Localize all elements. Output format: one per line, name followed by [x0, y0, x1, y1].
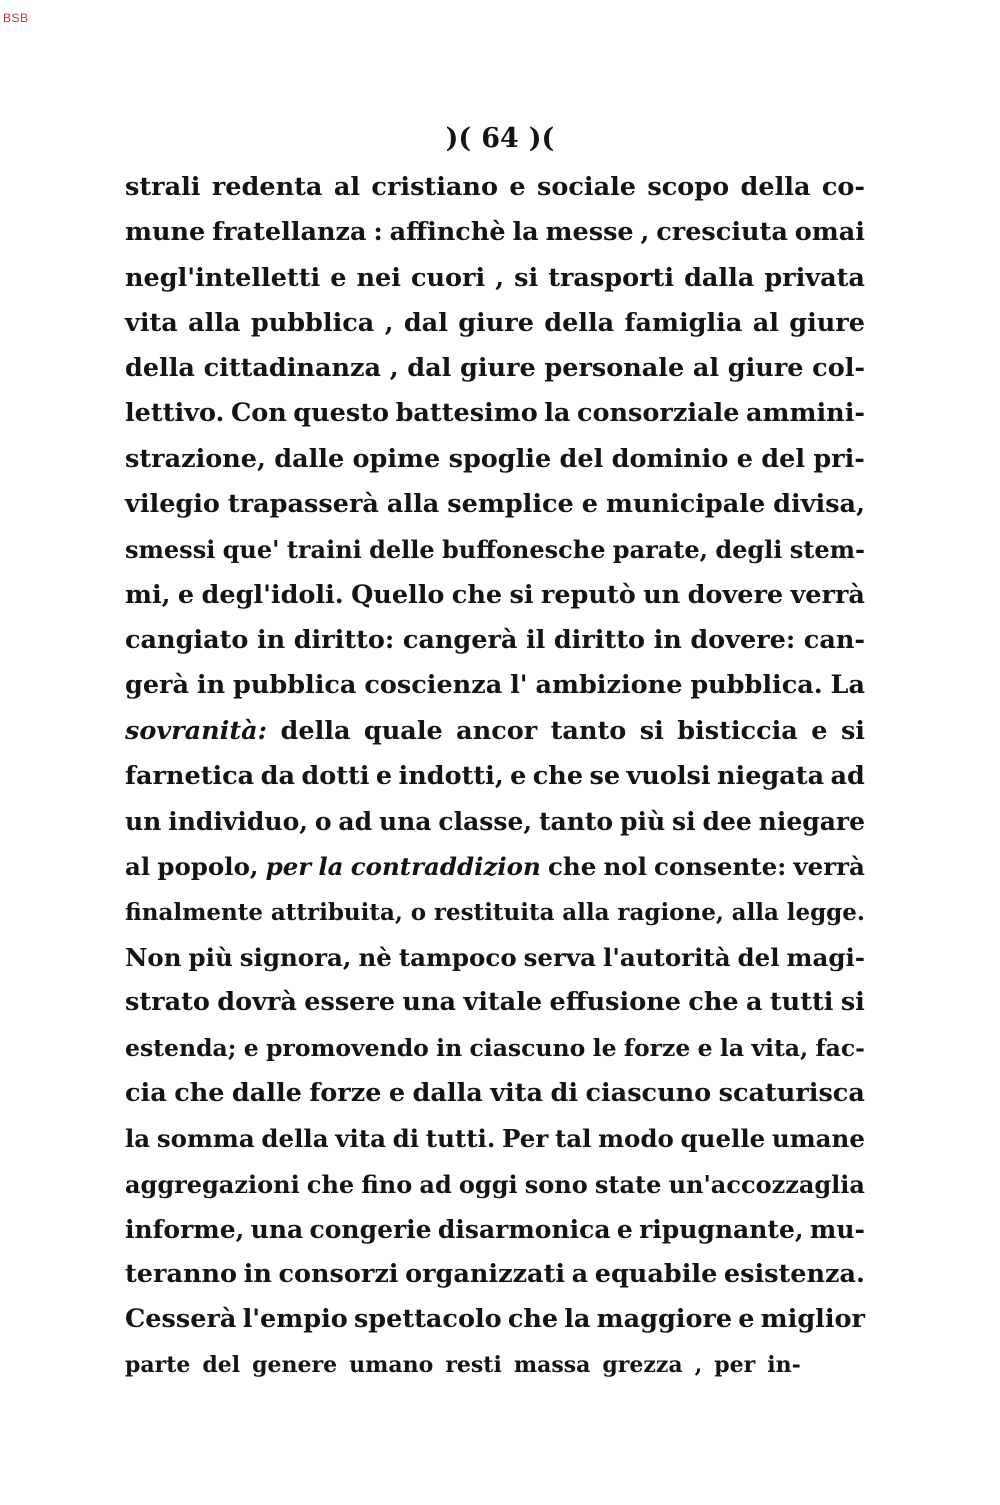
word: ripugnante, — [639, 1214, 804, 1244]
word: giure — [727, 353, 804, 384]
text-line — [125, 618, 865, 663]
word: omai — [794, 217, 865, 248]
word: giure — [458, 307, 534, 338]
word: della — [544, 307, 615, 338]
word: fino — [361, 1169, 413, 1199]
word: parate, — [612, 535, 709, 565]
word: alla — [731, 898, 779, 926]
word: più — [619, 807, 666, 837]
word: disarmonica — [437, 1214, 611, 1244]
word: vuolsi — [626, 760, 711, 791]
word: famiglia — [624, 307, 743, 338]
word: somma — [156, 1124, 255, 1154]
word: gerà — [125, 670, 190, 701]
text-line — [125, 1071, 865, 1116]
text-line — [125, 391, 865, 436]
word: diritto: — [293, 624, 395, 655]
word: delle — [369, 535, 435, 565]
word: trasporti — [548, 262, 675, 293]
word: mu- — [809, 1214, 865, 1244]
word: que' — [222, 535, 280, 565]
word: individuo, — [168, 807, 308, 837]
text-line — [125, 256, 865, 301]
word: dovrà — [217, 987, 297, 1018]
word: e — [581, 489, 598, 520]
word: fratellanza — [212, 217, 367, 248]
word: Con — [230, 398, 287, 429]
word: un — [643, 579, 681, 610]
word: che — [507, 1304, 559, 1335]
word: si — [672, 807, 696, 837]
word: degl'idoli. — [201, 579, 344, 610]
text-line — [125, 709, 865, 754]
word: tutti — [769, 987, 834, 1018]
word: essere — [304, 987, 396, 1018]
word: cresciuta — [656, 217, 788, 248]
word: per — [265, 852, 312, 882]
word: la — [125, 1124, 151, 1154]
text-line — [125, 844, 865, 889]
word: ad — [830, 760, 865, 791]
word: dalle — [231, 1077, 302, 1108]
text-line — [125, 346, 865, 391]
word: in — [243, 1259, 272, 1290]
word: e — [388, 1077, 406, 1108]
word: o — [410, 898, 427, 926]
word: mune — [125, 217, 206, 248]
word: finalmente — [125, 898, 264, 926]
word: promovendo — [266, 1033, 429, 1062]
text-line — [125, 1116, 865, 1161]
text-line — [125, 1252, 865, 1297]
library-watermark: BSB — [3, 11, 29, 25]
word: in — [653, 624, 682, 655]
word: lettivo. — [125, 398, 225, 429]
text-line — [125, 663, 865, 708]
word: dovere — [687, 579, 784, 610]
word: esistenza. — [723, 1259, 865, 1290]
word: scopo — [647, 172, 730, 202]
word: negl'intelletti — [125, 262, 321, 293]
word: che — [547, 852, 597, 882]
word: smessi — [125, 535, 216, 565]
word: cangiato — [125, 624, 249, 655]
word: consorziale — [576, 398, 740, 429]
word: l'autorità — [603, 943, 731, 973]
word: consorzi — [278, 1259, 399, 1290]
word: della — [280, 715, 351, 746]
word: strazione, — [125, 443, 266, 474]
word: ancor — [456, 715, 538, 746]
word: , — [384, 307, 394, 338]
word: farnetica — [125, 760, 255, 791]
word: del — [761, 443, 806, 474]
word: scaturisca — [718, 1077, 865, 1108]
word: modo — [598, 1124, 674, 1154]
word: giure — [789, 307, 865, 338]
word: La — [830, 670, 865, 701]
word: tanto — [538, 807, 614, 837]
word: niegata — [716, 760, 825, 791]
word: strali — [125, 172, 201, 202]
text-line — [125, 754, 865, 799]
word: in — [196, 670, 226, 701]
word: pubblica — [233, 670, 357, 701]
word: che — [688, 987, 739, 1018]
word: pubblica — [250, 307, 375, 338]
word: fac- — [815, 1033, 865, 1062]
word: divisa, — [773, 489, 865, 520]
word: che — [532, 760, 584, 791]
word: e — [697, 1033, 713, 1062]
word: del — [737, 943, 780, 973]
word: dotti — [301, 760, 370, 791]
word: di — [550, 1077, 579, 1108]
word: umane — [771, 1124, 865, 1154]
word: dal — [403, 307, 448, 338]
word: Quello — [351, 579, 445, 610]
word: ammini- — [745, 398, 865, 429]
word: nè — [358, 943, 392, 973]
word: che — [174, 1077, 225, 1108]
word: vita — [490, 1077, 544, 1108]
text-line — [125, 980, 865, 1025]
word: verrà — [790, 579, 865, 610]
word: , — [495, 262, 505, 293]
word: al — [125, 852, 151, 882]
word: vita, — [751, 1033, 809, 1062]
word: se — [589, 760, 621, 791]
word: aggregazioni — [125, 1169, 300, 1199]
word: spettacolo — [353, 1304, 502, 1335]
text-line — [125, 301, 865, 346]
text-line — [125, 1297, 865, 1342]
word: in — [256, 624, 286, 655]
body-text — [125, 165, 865, 1388]
word: battesimo — [395, 398, 538, 429]
text-line — [125, 437, 865, 482]
word: ciascuno — [469, 1033, 586, 1062]
word: teranno — [125, 1259, 238, 1290]
word: dalla — [684, 262, 755, 293]
word: da — [260, 760, 295, 791]
word: si — [840, 715, 865, 746]
word: al — [752, 307, 779, 338]
word: miglior — [760, 1304, 865, 1335]
word: municipale — [605, 489, 766, 520]
word: restituita — [433, 898, 555, 926]
word: sociale — [536, 172, 636, 202]
word: state — [594, 1169, 662, 1199]
text-line — [125, 1162, 865, 1207]
word: del — [202, 1351, 241, 1378]
word: la — [564, 1304, 591, 1335]
word: un — [125, 807, 162, 837]
text-line — [125, 799, 865, 844]
word: ad — [338, 807, 373, 837]
word: alla — [386, 489, 440, 520]
word: ciascuno — [585, 1077, 712, 1108]
word: pubblica. — [690, 670, 823, 701]
word: consente: — [654, 852, 787, 882]
word: al — [692, 353, 720, 384]
word: opime — [352, 443, 441, 474]
word: maggiore — [596, 1304, 733, 1335]
word: messe — [545, 217, 634, 248]
word: alla — [188, 307, 241, 338]
word: si — [509, 579, 534, 610]
word: effusione — [549, 987, 681, 1018]
word: mi, — [125, 579, 171, 610]
word: resti — [445, 1351, 502, 1378]
word: vita — [335, 1124, 386, 1154]
word: classe, — [438, 807, 533, 837]
word: cristiano — [371, 172, 498, 202]
word: in- — [767, 1351, 801, 1378]
word: organizzati — [405, 1259, 566, 1290]
word: che — [451, 579, 503, 610]
word: ambizione — [535, 670, 683, 701]
word: semplice — [447, 489, 574, 520]
word: le — [592, 1033, 617, 1062]
word: nei — [356, 262, 401, 293]
word: cia — [125, 1077, 167, 1108]
word: buffonesche — [441, 535, 606, 565]
page-header — [0, 121, 1000, 157]
word: di — [392, 1124, 420, 1154]
text-line — [125, 210, 865, 255]
word: affinchè — [389, 217, 506, 248]
word: , — [694, 1351, 703, 1378]
word: forze — [623, 1033, 691, 1062]
word: si — [639, 715, 664, 746]
word: in — [436, 1033, 463, 1062]
word: vita — [125, 307, 178, 338]
word: dalle — [274, 443, 345, 474]
word: dominio — [611, 443, 729, 474]
word: la — [544, 398, 571, 429]
word: tal — [554, 1124, 592, 1154]
word: contraddizion — [350, 852, 541, 882]
word: si — [514, 262, 539, 293]
word: tanto — [550, 715, 627, 746]
word: congerie — [309, 1214, 432, 1244]
text-line — [125, 165, 865, 210]
word: indotti, — [398, 760, 504, 791]
word: can- — [803, 624, 865, 655]
word: della — [125, 353, 195, 384]
word: e — [811, 715, 828, 746]
word: una — [402, 987, 457, 1018]
word: grezza — [602, 1351, 683, 1378]
header-right-bracket: )( — [528, 123, 555, 154]
word: diritto — [553, 624, 646, 655]
text-line — [125, 935, 865, 980]
word: questo — [293, 398, 390, 429]
word: del — [559, 443, 604, 474]
word: la — [318, 852, 344, 882]
word: sono — [524, 1169, 588, 1199]
word: dalla — [412, 1077, 483, 1108]
word: co- — [821, 172, 865, 202]
word: Non — [125, 943, 182, 973]
word: per — [714, 1351, 756, 1378]
word: coscienza — [364, 670, 503, 701]
word: ad — [419, 1169, 452, 1199]
word: attribuita, — [270, 898, 403, 926]
word: tutti. — [425, 1124, 496, 1154]
word: cuori — [410, 262, 486, 293]
word: e — [738, 1304, 755, 1335]
word: magi- — [786, 943, 865, 973]
word: e — [616, 1214, 633, 1244]
word: degli — [715, 535, 783, 565]
word: equabile — [594, 1259, 718, 1290]
word: più — [188, 943, 233, 973]
word: un'accozzaglia — [668, 1169, 865, 1199]
word: serva — [523, 943, 597, 973]
word: e — [736, 443, 753, 474]
word: e — [510, 760, 527, 791]
word: , — [389, 353, 399, 384]
word: pri- — [813, 443, 865, 474]
word: popolo, — [157, 852, 259, 882]
word: della — [261, 1124, 329, 1154]
text-line — [125, 482, 865, 527]
word: che — [306, 1169, 355, 1199]
word: stem- — [789, 535, 865, 565]
word: e — [509, 172, 526, 202]
text-line — [125, 573, 865, 618]
word: cangerà — [402, 624, 518, 655]
text-line — [125, 890, 865, 935]
word: verrà — [793, 852, 865, 882]
word: una — [378, 807, 432, 837]
word: sovranità: — [125, 715, 268, 746]
word: forze — [309, 1077, 382, 1108]
word: , — [640, 217, 650, 248]
word: a — [571, 1259, 589, 1290]
word: giure — [460, 353, 536, 384]
word: e — [243, 1033, 259, 1062]
page-number: 64 — [481, 123, 519, 154]
word: Cesserà — [125, 1304, 237, 1335]
word: strato — [125, 987, 210, 1018]
word: genere — [252, 1351, 338, 1378]
word: dal — [407, 353, 452, 384]
word: reputò — [540, 579, 636, 610]
word: si — [840, 987, 865, 1018]
word: l' — [510, 670, 528, 701]
word: col- — [812, 353, 865, 384]
word: dovere: — [690, 624, 796, 655]
word: dee — [702, 807, 752, 837]
word: informe, — [125, 1214, 245, 1244]
word: e — [330, 262, 347, 293]
word: o — [314, 807, 332, 837]
word: traini — [286, 535, 362, 565]
word: nol — [603, 852, 647, 882]
word: vilegio — [125, 489, 220, 520]
word: umano — [349, 1351, 434, 1378]
word: ragione, — [617, 898, 724, 926]
word: parte — [125, 1351, 191, 1378]
word: spoglie — [448, 443, 552, 474]
word: privata — [764, 262, 865, 293]
word: quelle — [680, 1124, 766, 1154]
word: Per — [502, 1124, 549, 1154]
text-line — [125, 1026, 865, 1071]
word: e — [177, 579, 195, 610]
word: la — [512, 217, 539, 248]
word: quale — [363, 715, 443, 746]
word: il — [525, 624, 546, 655]
word: una — [250, 1214, 304, 1244]
word: la — [719, 1033, 745, 1062]
word: massa — [513, 1351, 591, 1378]
word: niegare — [758, 807, 865, 837]
word: bisticcia — [677, 715, 798, 746]
word: : — [373, 217, 383, 248]
word: redenta — [211, 172, 323, 202]
text-line — [125, 1207, 865, 1252]
word: legge. — [786, 898, 865, 926]
word: personale — [544, 353, 685, 384]
word: della — [740, 172, 811, 202]
word: estenda; — [125, 1033, 237, 1062]
header-left-bracket: )( — [445, 123, 472, 154]
word: a — [746, 987, 763, 1018]
word: trapasserà — [227, 489, 379, 520]
word: alla — [562, 898, 610, 926]
word: l'empio — [242, 1304, 348, 1335]
text-line — [125, 527, 865, 572]
word: oggi — [458, 1169, 518, 1199]
word: tampoco — [398, 943, 517, 973]
word: vitale — [463, 987, 543, 1018]
word: cittadinanza — [203, 353, 382, 384]
word: al — [333, 172, 361, 202]
word: e — [375, 760, 393, 791]
text-line — [125, 1343, 865, 1388]
word: signora, — [239, 943, 352, 973]
